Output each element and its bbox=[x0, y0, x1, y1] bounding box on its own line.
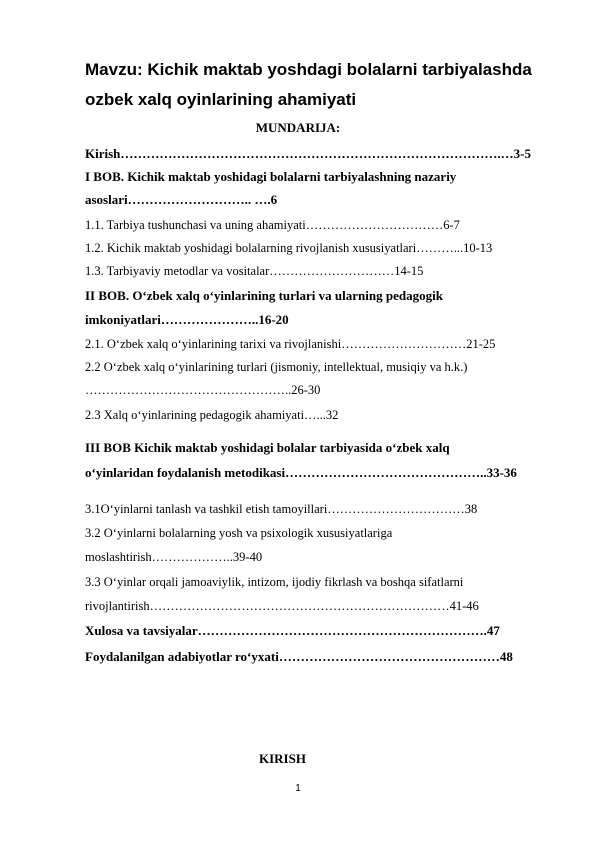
contents-heading: MUNDARIJA: bbox=[255, 120, 341, 135]
toc-chapter-3-title: III BOB Kichik maktab yoshidagi bolalar tarbiyasida o‘zbek xalq bbox=[85, 440, 450, 455]
toc-entry-bibliography: Foydalanilgan adabiyotlar ro‘yxati……………………………………………48 bbox=[85, 649, 513, 664]
toc-entry-2-2: 2.2 O‘zbek xalq o‘yinlarining turlari (jismoniy, intellektual, musiqiy va h.k.) bbox=[85, 360, 468, 374]
toc-chapter-2-title: II BOB. O‘zbek xalq o‘yinlarining turlari va ularning pedagogik bbox=[85, 288, 443, 303]
toc-entry-3-3: 3.3 O‘yinlar orqali jamoaviylik, intizom, ijodiy fikrlash va boshqa sifatlarni bbox=[85, 575, 464, 589]
toc-chapter-3-title-cont: o‘yinlaridan foydalanish metodikasi………………………………………..33-36 bbox=[85, 465, 517, 480]
toc-entry-2-1: 2.1. O‘zbek xalq o‘yinlarining tarixi va rivojlanishi…………………………21-25 bbox=[85, 337, 496, 351]
toc-entry-3-2: 3.2 O‘yinlarni bolalarning yosh va psixologik xususiyatlariga bbox=[85, 526, 393, 540]
document-title-line-2: ozbek xalq oyinlarining ahamiyati bbox=[85, 90, 357, 109]
toc-entry-2-2-cont: …………………………………………..26-30 bbox=[85, 383, 321, 397]
toc-entry-3-2-cont: moslashtirish………………..39-40 bbox=[85, 550, 263, 564]
toc-entry-introduction: Kirish…………………………………………………………………………….…3-5 bbox=[85, 146, 531, 161]
page-number: 1 bbox=[295, 783, 301, 794]
toc-entry-3-1: 3.1O‘yinlarni tanlash va tashkil etish tamoyillari……………………………38 bbox=[85, 502, 478, 516]
document-title-line-1: Mavzu: Kichik maktab yoshdagi bolalarni tarbiyalashda bbox=[85, 60, 532, 79]
toc-chapter-1-title: I BOB. Kichik maktab yoshidagi bolalarni tarbiyalashning nazariy bbox=[85, 169, 457, 184]
toc-chapter-2-title-cont: imkoniyatlari…………………..16-20 bbox=[85, 312, 289, 327]
toc-entry-1-2: 1.2. Kichik maktab yoshidagi bolalarning rivojlanish xususiyatlari………...10-13 bbox=[85, 241, 493, 255]
toc-entry-2-3: 2.3 Xalq o‘yinlarining pedagogik ahamiyati…...32 bbox=[85, 408, 339, 422]
toc-entry-conclusion: Xulosa va tavsiyalar………………………………………………………….47 bbox=[85, 623, 500, 638]
toc-entry-3-3-cont: rivojlantirish………………………………………………………………41-46 bbox=[85, 599, 479, 613]
section-heading-kirish: KIRISH bbox=[259, 751, 306, 766]
toc-entry-1-3: 1.3. Tarbiyaviy metodlar va vositalar…………………………14-15 bbox=[85, 264, 424, 278]
toc-chapter-1-title-cont: asoslari……………………….. ….6 bbox=[85, 192, 278, 207]
toc-entry-1-1: 1.1. Tarbiya tushunchasi va uning ahamiyati……………………………6-7 bbox=[85, 218, 460, 232]
